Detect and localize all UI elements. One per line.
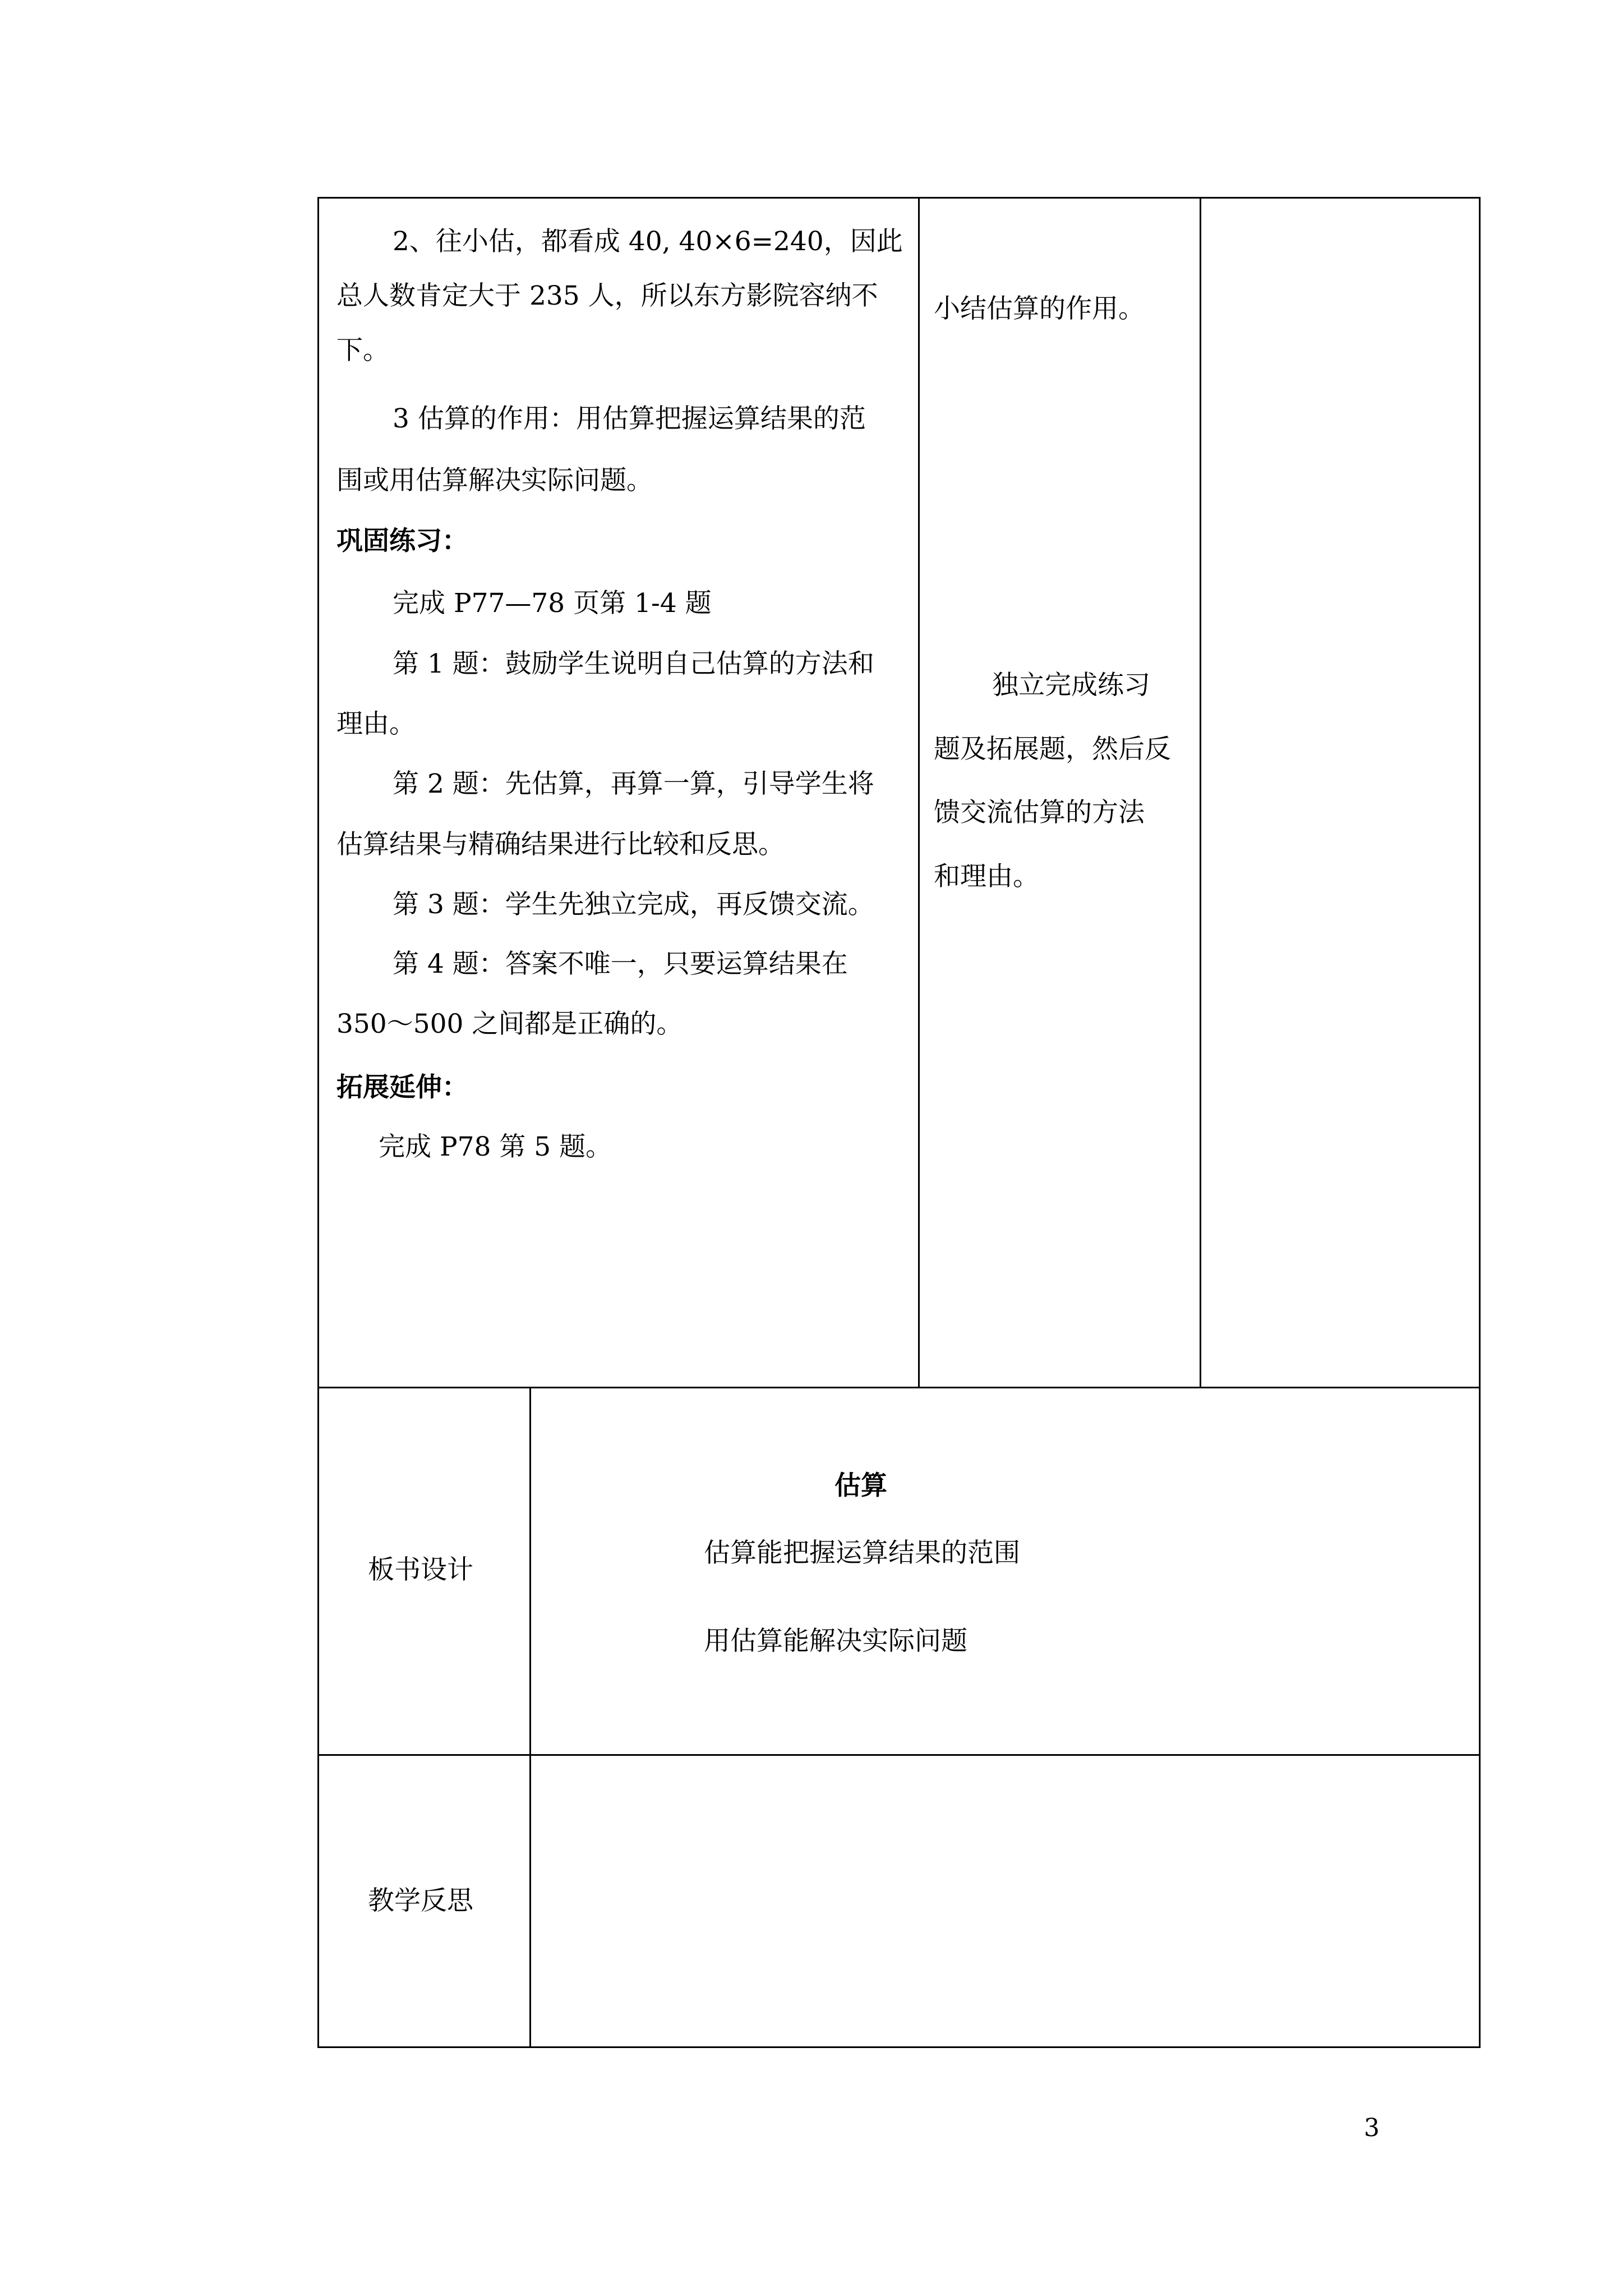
practice-line: 第 2 题：先估算，再算一算，引导学生将 [393,769,874,799]
practice-line: 350～500 之间都是正确的。 [336,1009,683,1039]
student-practice-line: 和理由。 [934,861,1039,892]
board-label: 板书设计 [368,1554,473,1585]
column-divider-2 [1200,197,1201,1388]
table-border-right [1479,197,1481,2048]
practice-line: 第 4 题：答案不唯一，只要运算结果在 [393,949,848,979]
teacher-line: 3 估算的作用：用估算把握运算结果的范 [393,403,866,434]
student-summary: 小结估算的作用。 [934,293,1145,324]
label-column-divider [529,1387,531,2048]
table-border-bottom [317,2046,1481,2048]
board-line: 估算能把握运算结果的范围 [704,1538,1020,1568]
board-line: 用估算能解决实际问题 [704,1626,967,1657]
page-number: 3 [1364,2114,1380,2142]
practice-heading: 巩固练习： [336,526,468,556]
extension-line: 完成 P78 第 5 题。 [379,1131,612,1162]
teacher-line: 总人数肯定大于 235 人，所以东方影院容纳不 [336,280,878,311]
board-title: 估算 [834,1470,887,1501]
teacher-line: 围或用估算解决实际问题。 [336,465,653,496]
column-divider-1 [918,197,920,1388]
row-divider-process [317,1387,1481,1388]
teacher-line: 2、往小估，都看成 40, 40×6=240，因此 [393,226,903,257]
practice-line: 第 1 题：鼓励学生说明自己估算的方法和 [393,648,874,679]
practice-line: 估算结果与精确结果进行比较和反思。 [336,829,785,860]
teacher-line: 下。 [336,335,389,366]
student-practice-line: 题及拓展题，然后反 [934,734,1171,765]
table-border-left [317,197,319,2048]
practice-line: 第 3 题：学生先独立完成，再反馈交流。 [393,889,874,920]
practice-line: 理由。 [336,708,416,739]
student-practice-line: 馈交流估算的方法 [934,797,1145,828]
extension-heading: 拓展延伸： [336,1072,468,1103]
practice-line: 完成 P77—78 页第 1-4 题 [393,588,712,619]
row-divider-board [317,1754,1481,1756]
student-practice-line: 独立完成练习 [992,670,1150,701]
reflection-label: 教学反思 [368,1885,473,1916]
table-border-top [317,197,1481,199]
